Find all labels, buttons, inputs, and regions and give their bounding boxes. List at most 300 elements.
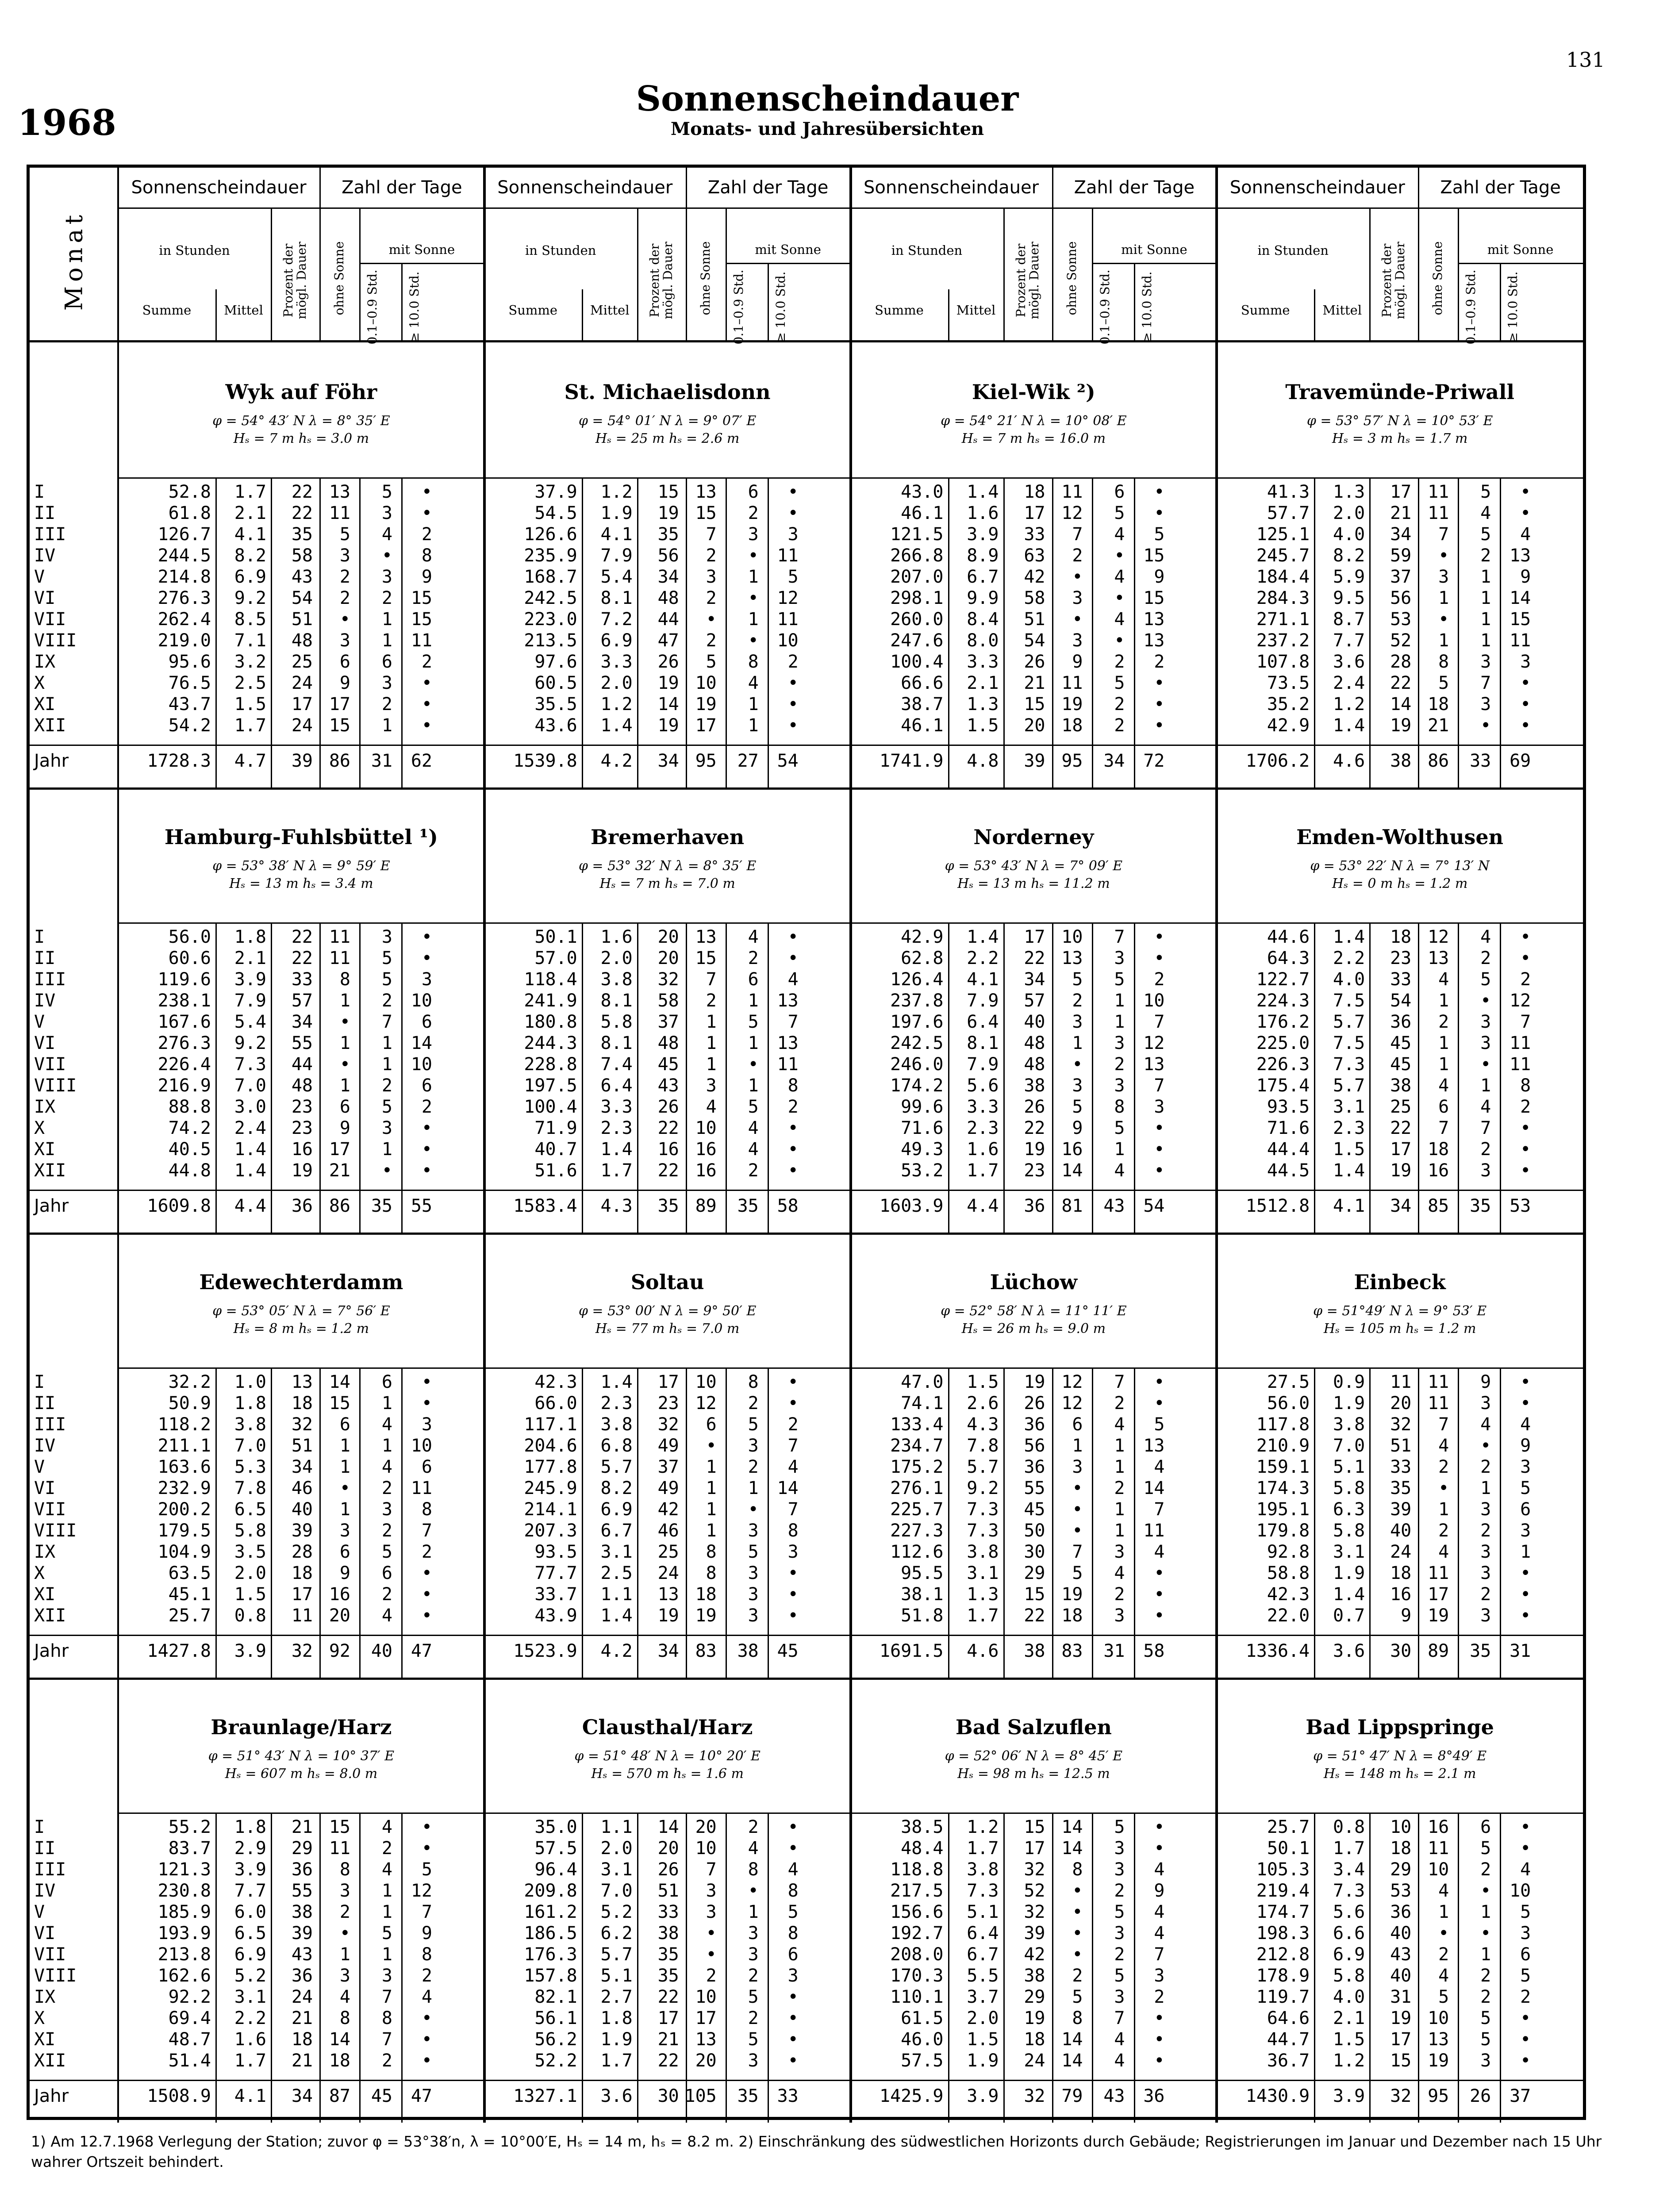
rule-line xyxy=(1092,924,1093,1233)
table-cell: 18 xyxy=(291,1563,313,1583)
table-cell: 1 xyxy=(339,1436,350,1456)
table-cell: 1 xyxy=(748,567,759,587)
table-cell: 46 xyxy=(657,1521,679,1541)
table-cell: 14 xyxy=(777,1478,799,1498)
table-cell: • xyxy=(421,503,432,523)
table-cell: 6 xyxy=(381,652,392,672)
table-cell: 1.3 xyxy=(967,694,999,714)
table-cell: 5 xyxy=(1072,969,1083,990)
table-cell: 1.5 xyxy=(967,2029,999,2050)
table-cell: 14 xyxy=(1061,2029,1083,2050)
table-cell: 3.1 xyxy=(600,1542,633,1562)
rule-line xyxy=(948,1814,949,2123)
table-cell: 118.2 xyxy=(157,1414,211,1435)
table-cell: • xyxy=(1480,1436,1491,1456)
table-cell: 4 xyxy=(1114,1160,1125,1181)
table-cell: 13 xyxy=(1061,948,1083,968)
table-cell: 6 xyxy=(706,1414,717,1435)
table-cell: • xyxy=(1072,609,1083,630)
table-cell: 9.2 xyxy=(967,1478,999,1498)
table-cell: 12 xyxy=(1428,927,1449,947)
table-cell: 156.6 xyxy=(890,1902,944,1922)
table-cell: 18 xyxy=(1061,1605,1083,1626)
table-cell: • xyxy=(748,1499,759,1520)
table-cell: 4 xyxy=(1114,524,1125,545)
table-cell: 40.7 xyxy=(534,1139,577,1160)
table-cell: 4 xyxy=(1154,1542,1165,1562)
station-name: Lüchow xyxy=(990,1270,1078,1294)
table-cell: • xyxy=(1154,1563,1165,1583)
table-cell: 11 xyxy=(1428,482,1449,502)
table-cell: 3 xyxy=(1520,1521,1531,1541)
table-cell: • xyxy=(421,927,432,947)
table-cell: 23 xyxy=(1024,1160,1045,1181)
table-cell: 1 xyxy=(706,1499,717,1520)
table-cell: 2.0 xyxy=(1333,503,1365,523)
table-cell: 20 xyxy=(657,1838,679,1859)
jahr-cell: 4.6 xyxy=(1333,751,1365,771)
table-cell: 3.3 xyxy=(967,652,999,672)
table-cell: 5 xyxy=(381,948,392,968)
table-cell: 19 xyxy=(657,673,679,693)
table-cell: 4.1 xyxy=(967,969,999,990)
table-cell: 2 xyxy=(1114,1054,1125,1075)
table-cell: 5 xyxy=(381,1542,392,1562)
rule-line xyxy=(1314,924,1315,1233)
table-cell: 7 xyxy=(1072,1542,1083,1562)
station-heights: Hₛ = 607 m hₛ = 8.0 m xyxy=(225,1766,378,1782)
table-cell: 21 xyxy=(291,2008,313,2028)
table-cell: 5 xyxy=(1114,1817,1125,1837)
table-cell: 33 xyxy=(657,1902,679,1922)
table-cell: 2.0 xyxy=(967,2008,999,2028)
table-cell: 18 xyxy=(1428,1139,1449,1160)
table-cell: 11 xyxy=(411,1478,432,1498)
table-cell: 18 xyxy=(291,2029,313,2050)
header-summe: Summe xyxy=(875,303,924,318)
table-cell: 4 xyxy=(1438,1075,1449,1096)
rule-line xyxy=(1500,1369,1501,1678)
month-label: IV xyxy=(34,1881,56,1901)
table-cell: 1 xyxy=(339,1075,350,1096)
table-cell: 2 xyxy=(1114,715,1125,736)
rule-line xyxy=(1092,1369,1093,1678)
jahr-cell: 37 xyxy=(1510,2086,1531,2106)
table-cell: • xyxy=(1520,503,1531,523)
table-cell: 1.7 xyxy=(967,1160,999,1181)
table-cell: 237.2 xyxy=(1256,630,1310,651)
table-cell: 33 xyxy=(1024,524,1045,545)
table-cell: 2 xyxy=(1520,969,1531,990)
table-cell: 4 xyxy=(1114,2029,1125,2050)
jahr-cell: 3.9 xyxy=(1333,2086,1365,2106)
table-cell: 8 xyxy=(787,1521,799,1541)
jahr-cell: 36 xyxy=(1143,2086,1165,2106)
table-cell: 46.0 xyxy=(901,2029,944,2050)
table-cell: 56 xyxy=(1024,1436,1045,1456)
table-cell: • xyxy=(1072,1499,1083,1520)
table-cell: 16 xyxy=(1390,1584,1412,1605)
table-cell: • xyxy=(1520,1584,1531,1605)
station-coordinates: φ = 51° 48′ N λ = 10° 20′ E xyxy=(574,1748,761,1764)
table-cell: 17 xyxy=(695,715,717,736)
jahr-cell: 105 xyxy=(684,2086,717,2106)
table-cell: 50.9 xyxy=(168,1393,211,1413)
table-cell: 1.8 xyxy=(234,927,266,947)
table-cell: 3 xyxy=(1114,1838,1125,1859)
station-heights: Hₛ = 7 m hₛ = 3.0 m xyxy=(233,431,369,446)
table-cell: 5.7 xyxy=(600,1944,633,1965)
table-cell: 11 xyxy=(1428,1838,1449,1859)
table-cell: 18 xyxy=(1061,715,1083,736)
table-cell: 14 xyxy=(657,1817,679,1837)
table-cell: 6.4 xyxy=(600,1075,633,1096)
table-cell: 126.4 xyxy=(890,969,944,990)
table-cell: 214.1 xyxy=(524,1499,577,1520)
table-cell: 5 xyxy=(748,2029,759,2050)
table-cell: 5.4 xyxy=(600,567,633,587)
table-cell: 14 xyxy=(1061,1160,1083,1181)
table-cell: 7 xyxy=(421,1902,432,1922)
table-cell: 13 xyxy=(777,1033,799,1053)
table-cell: 64.3 xyxy=(1267,948,1310,968)
table-cell: • xyxy=(748,630,759,651)
table-cell: 45 xyxy=(1390,1054,1412,1075)
table-cell: 58.8 xyxy=(1267,1563,1310,1583)
rule-line xyxy=(1003,1814,1005,2123)
table-cell: 22 xyxy=(291,948,313,968)
table-cell: 77.7 xyxy=(534,1563,577,1583)
table-cell: 284.3 xyxy=(1256,588,1310,608)
table-cell: 53 xyxy=(1390,1881,1412,1901)
table-cell: • xyxy=(1072,1902,1083,1922)
table-cell: 21 xyxy=(1390,503,1412,523)
table-cell: 32 xyxy=(291,1414,313,1435)
rule-line xyxy=(271,207,272,342)
table-cell: 17 xyxy=(291,1584,313,1605)
table-cell: 3.2 xyxy=(234,652,266,672)
table-cell: 6.8 xyxy=(600,1436,633,1456)
table-cell: 2.1 xyxy=(967,673,999,693)
station-heights: Hₛ = 3 m hₛ = 1.7 m xyxy=(1332,431,1468,446)
jahr-cell: 35 xyxy=(657,1196,679,1216)
rule-line xyxy=(686,924,687,1233)
table-cell: 105.3 xyxy=(1256,1859,1310,1880)
table-cell: 35 xyxy=(1390,1478,1412,1498)
table-cell: 32 xyxy=(1024,1859,1045,1880)
table-cell: 104.9 xyxy=(157,1542,211,1562)
month-label: II xyxy=(34,1838,56,1859)
table-cell: 13 xyxy=(1428,2029,1449,2050)
table-cell: 13 xyxy=(329,482,350,502)
table-cell: 260.0 xyxy=(890,609,944,630)
table-cell: 17 xyxy=(1390,1139,1412,1160)
table-cell: 50 xyxy=(1024,1521,1045,1541)
table-cell: 5.4 xyxy=(234,1012,266,1032)
table-cell: 197.5 xyxy=(524,1075,577,1096)
table-cell: 76.5 xyxy=(168,673,211,693)
table-cell: • xyxy=(787,2008,799,2028)
header-prozent: Prozent der mögl. Dauer xyxy=(281,242,309,319)
table-cell: 36 xyxy=(291,1859,313,1880)
table-cell: 7 xyxy=(421,1521,432,1541)
table-cell: 13 xyxy=(291,1372,313,1392)
header-summe: Summe xyxy=(142,303,192,318)
table-cell: 3 xyxy=(1480,1499,1491,1520)
table-cell: 8 xyxy=(1072,2008,1083,2028)
table-cell: 1.5 xyxy=(234,694,266,714)
table-cell: 51.4 xyxy=(168,2051,211,2071)
table-cell: 49.3 xyxy=(901,1139,944,1160)
table-cell: 2 xyxy=(1480,1987,1491,2007)
table-cell: 7.3 xyxy=(234,1054,266,1075)
table-cell: 4 xyxy=(1114,1414,1125,1435)
table-cell: 175.4 xyxy=(1256,1075,1310,1096)
table-cell: • xyxy=(787,1817,799,1837)
table-cell: 24 xyxy=(1390,1542,1412,1562)
table-cell: 5 xyxy=(1114,503,1125,523)
table-cell: 51 xyxy=(657,1881,679,1901)
table-cell: 175.2 xyxy=(890,1457,944,1477)
table-cell: 3.8 xyxy=(234,1414,266,1435)
table-cell: 15 xyxy=(1024,1817,1045,1837)
table-cell: 5 xyxy=(748,1414,759,1435)
table-cell: 6.6 xyxy=(1333,1923,1365,1943)
table-cell: 4 xyxy=(1114,567,1125,587)
jahr-cell: 47 xyxy=(411,2086,432,2106)
table-cell: 16 xyxy=(329,1584,350,1605)
table-cell: 15 xyxy=(1024,1584,1045,1605)
jahr-cell: 34 xyxy=(1103,751,1125,771)
jahr-cell: 31 xyxy=(371,751,392,771)
table-cell: 112.6 xyxy=(890,1542,944,1562)
station-heights: Hₛ = 13 m hₛ = 11.2 m xyxy=(957,876,1110,891)
table-cell: 3 xyxy=(1480,1393,1491,1413)
table-cell: • xyxy=(339,1478,350,1498)
table-cell: 1 xyxy=(748,1902,759,1922)
table-cell: 7 xyxy=(1072,524,1083,545)
station-name: Kiel-Wik ²) xyxy=(972,380,1095,404)
table-cell: 3.3 xyxy=(600,652,633,672)
table-cell: 2 xyxy=(706,630,717,651)
table-cell: • xyxy=(787,1838,799,1859)
month-label: VI xyxy=(34,1478,56,1498)
table-cell: • xyxy=(1438,1923,1449,1943)
table-cell: 1.7 xyxy=(967,1605,999,1626)
table-cell: 16 xyxy=(1428,1817,1449,1837)
table-cell: 43 xyxy=(291,567,313,587)
table-cell: 2 xyxy=(1114,652,1125,672)
station-name: Bad Salzuflen xyxy=(955,1715,1112,1739)
rule-line xyxy=(582,1814,583,2123)
table-cell: • xyxy=(421,673,432,693)
table-cell: 3 xyxy=(787,524,799,545)
table-cell: 3 xyxy=(1072,630,1083,651)
table-cell: 20 xyxy=(695,1817,717,1837)
table-cell: 96.4 xyxy=(534,1859,577,1880)
table-cell: 5 xyxy=(339,524,350,545)
table-cell: • xyxy=(706,609,717,630)
table-cell: 1 xyxy=(1480,630,1491,651)
table-cell: 1 xyxy=(381,1139,392,1160)
station-name: Wyk auf Föhr xyxy=(225,380,377,404)
table-cell: 2 xyxy=(748,948,759,968)
table-cell: 276.1 xyxy=(890,1478,944,1498)
table-cell: 6.3 xyxy=(1333,1499,1365,1520)
station-coordinates: φ = 53° 57′ N λ = 10° 53′ E xyxy=(1306,413,1493,429)
table-cell: 1.6 xyxy=(600,927,633,947)
table-cell: 25 xyxy=(291,652,313,672)
table-cell: 1.9 xyxy=(1333,1393,1365,1413)
station-name: Bad Lippspringe xyxy=(1306,1715,1494,1739)
table-cell: • xyxy=(421,1584,432,1605)
table-cell: 71.6 xyxy=(1267,1118,1310,1138)
table-cell: 4 xyxy=(1154,1923,1165,1943)
rule-line xyxy=(1458,924,1459,1233)
jahr-cell: 58 xyxy=(777,1196,799,1216)
table-cell: 45 xyxy=(657,1054,679,1075)
table-cell: 3.8 xyxy=(600,969,633,990)
table-cell: • xyxy=(1438,545,1449,566)
table-cell: 1 xyxy=(381,609,392,630)
table-cell: 2 xyxy=(748,503,759,523)
table-cell: 17 xyxy=(1390,2029,1412,2050)
table-cell: 2 xyxy=(1480,1139,1491,1160)
table-cell: 6 xyxy=(1072,1414,1083,1435)
table-cell: 170.3 xyxy=(890,1966,944,1986)
table-cell: 12 xyxy=(777,588,799,608)
jahr-cell: 39 xyxy=(291,751,313,771)
table-cell: 7.3 xyxy=(1333,1881,1365,1901)
table-cell: 36 xyxy=(1024,1457,1045,1477)
table-cell: 4 xyxy=(748,1838,759,1859)
table-cell: 5.7 xyxy=(1333,1012,1365,1032)
table-cell: 3 xyxy=(339,1966,350,1986)
table-cell: 10 xyxy=(411,991,432,1011)
table-cell: 7 xyxy=(1480,673,1491,693)
table-cell: 3.1 xyxy=(1333,1097,1365,1117)
table-cell: 1.9 xyxy=(600,2029,633,2050)
table-cell: 1 xyxy=(1438,630,1449,651)
table-cell: 40.5 xyxy=(168,1139,211,1160)
table-cell: 6 xyxy=(1114,482,1125,502)
table-cell: 11 xyxy=(1143,1521,1165,1541)
table-cell: 51.6 xyxy=(534,1160,577,1181)
table-cell: • xyxy=(421,694,432,714)
table-cell: 3 xyxy=(381,503,392,523)
table-cell: 1 xyxy=(381,630,392,651)
table-cell: 1.3 xyxy=(1333,482,1365,502)
table-cell: 122.7 xyxy=(1256,969,1310,990)
header-in-stunden: in Stunden xyxy=(1257,243,1329,258)
table-cell: 6.9 xyxy=(600,630,633,651)
table-cell: • xyxy=(1480,991,1491,1011)
table-cell: 7.0 xyxy=(600,1881,633,1901)
table-cell: 40 xyxy=(1390,1923,1412,1943)
table-cell: 19 xyxy=(657,1605,679,1626)
table-cell: 55 xyxy=(291,1881,313,1901)
table-cell: 2 xyxy=(421,1097,432,1117)
table-cell: 3 xyxy=(1114,1859,1125,1880)
table-cell: • xyxy=(421,948,432,968)
table-cell: 3 xyxy=(339,630,350,651)
table-cell: 16 xyxy=(1428,1160,1449,1181)
jahr-cell: 35 xyxy=(371,1196,392,1216)
table-cell: 5 xyxy=(1114,1902,1125,1922)
header-duration-10: ≥ 10.0 Std. xyxy=(1506,271,1521,343)
table-cell: 42.3 xyxy=(1267,1584,1310,1605)
table-cell: 20 xyxy=(657,948,679,968)
table-cell: 12 xyxy=(695,1393,717,1413)
table-cell: 10 xyxy=(777,630,799,651)
table-cell: 20 xyxy=(695,2051,717,2071)
table-cell: 242.5 xyxy=(524,588,577,608)
table-cell: 7 xyxy=(706,1859,717,1880)
table-cell: 4 xyxy=(1520,1414,1531,1435)
jahr-cell: 4.1 xyxy=(234,2086,266,2106)
table-cell: 49 xyxy=(657,1478,679,1498)
table-cell: 1.4 xyxy=(1333,927,1365,947)
rule-line xyxy=(1092,207,1093,342)
table-cell: 74.1 xyxy=(901,1393,944,1413)
table-cell: 17 xyxy=(1390,482,1412,502)
table-cell: 9 xyxy=(1401,1605,1412,1626)
monat-label: Monat xyxy=(60,210,88,311)
table-cell: 35 xyxy=(291,524,313,545)
table-cell: 25.7 xyxy=(168,1605,211,1626)
table-cell: 5.6 xyxy=(967,1075,999,1096)
month-label: II xyxy=(34,948,56,968)
table-cell: 4 xyxy=(381,1414,392,1435)
table-cell: 3 xyxy=(1480,652,1491,672)
table-cell: 2 xyxy=(1154,1987,1165,2007)
rule-line xyxy=(1134,479,1135,787)
table-cell: • xyxy=(1520,1139,1531,1160)
table-cell: 6.9 xyxy=(600,1499,633,1520)
table-cell: 2 xyxy=(1480,1966,1491,1986)
table-cell: 4 xyxy=(339,1987,350,2007)
rule-line xyxy=(851,207,1217,209)
table-cell: • xyxy=(1520,2029,1531,2050)
table-cell: 14 xyxy=(329,2029,350,2050)
table-cell: 3 xyxy=(421,1414,432,1435)
table-cell: 2 xyxy=(748,2008,759,2028)
month-label: I xyxy=(34,1372,45,1392)
table-cell: 1.5 xyxy=(234,1584,266,1605)
table-cell: 5 xyxy=(381,1097,392,1117)
table-cell: 1 xyxy=(1114,1012,1125,1032)
table-cell: 44.5 xyxy=(1267,1160,1310,1181)
table-cell: 2 xyxy=(748,1817,759,1837)
jahr-cell: 58 xyxy=(1143,1641,1165,1661)
table-cell: 5 xyxy=(1480,482,1491,502)
table-cell: 184.4 xyxy=(1256,567,1310,587)
table-cell: 185.9 xyxy=(157,1902,211,1922)
rule-line xyxy=(215,924,217,1233)
table-cell: 11 xyxy=(1428,503,1449,523)
table-cell: 40 xyxy=(1024,1012,1045,1032)
table-cell: 35 xyxy=(657,1944,679,1965)
table-cell: 5.8 xyxy=(234,1521,266,1541)
table-cell: • xyxy=(381,1160,392,1181)
rule-line xyxy=(1500,263,1501,342)
jahr-cell: 1425.9 xyxy=(880,2086,944,2106)
jahr-cell: 1583.4 xyxy=(513,1196,577,1216)
table-cell: 3 xyxy=(1480,1160,1491,1181)
month-label: VII xyxy=(34,1499,66,1520)
table-cell: 49 xyxy=(657,1436,679,1456)
table-cell: 242.5 xyxy=(890,1033,944,1053)
